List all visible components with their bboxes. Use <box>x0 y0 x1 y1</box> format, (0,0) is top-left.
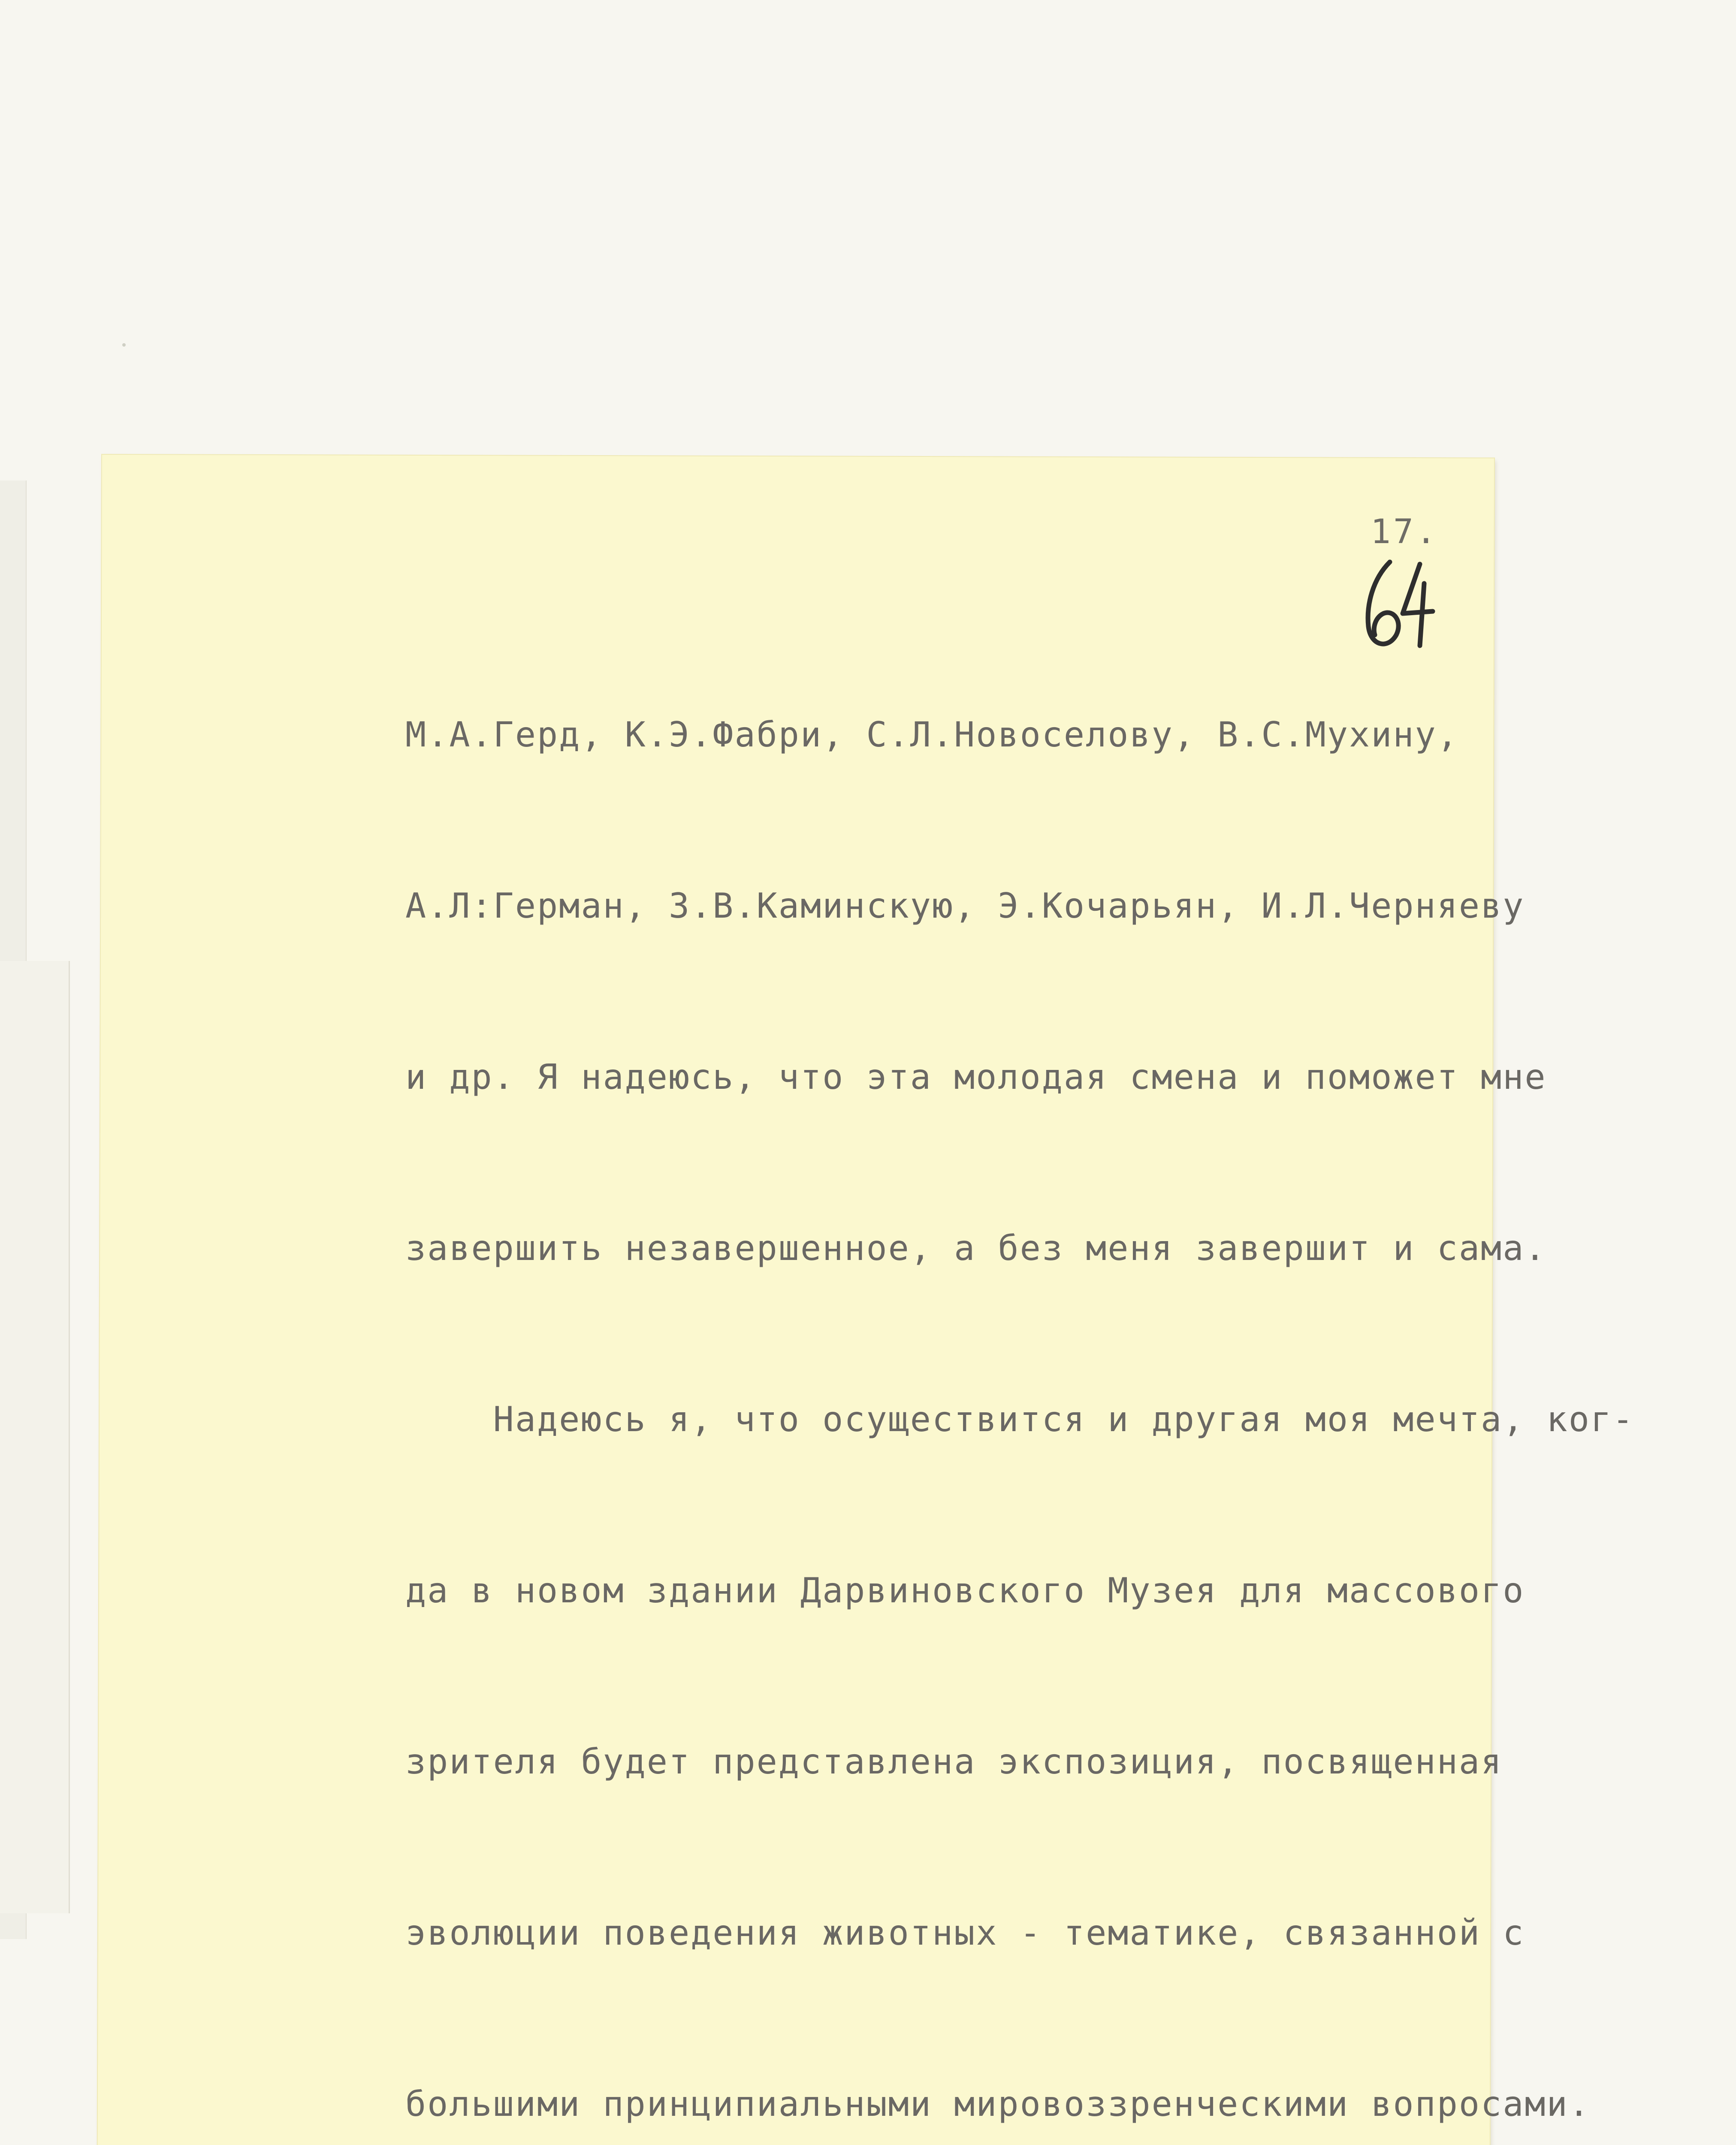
typed-text-body <box>405 592 1635 2145</box>
text-line: М.А.Герд, К.Э.Фабри, С.Л.Новоселову, В.С.Мухину, <box>405 715 1459 755</box>
text-line: А.Л:Герман, З.В.Каминскую, Э.Кочарьян, И.Л.Черняеву <box>405 886 1525 926</box>
text-line: Надеюсь я, что осуществится и другая моя мечта, ког- <box>405 1399 1635 1439</box>
text-line: завершить незавершенное, а без меня завершит и сама. <box>405 1228 1547 1268</box>
scan-speck <box>122 343 126 347</box>
text-line: большими принципиальными мировоззренческими вопросами. <box>405 2084 1591 2124</box>
text-line: зрителя будет представлена экспозиция, посвященная <box>405 1742 1503 1782</box>
text-line: да в новом здании Дарвиновского Музея для массового <box>405 1571 1525 1610</box>
adjacent-sheet-edge-lower <box>0 961 70 1913</box>
text-line: и др. Я надеюсь, что эта молодая смена и поможет мне <box>405 1057 1547 1097</box>
text-line: эволюции поведения животных - тематике, связанной с <box>405 1913 1525 1953</box>
page-number: 17. <box>1371 513 1439 551</box>
